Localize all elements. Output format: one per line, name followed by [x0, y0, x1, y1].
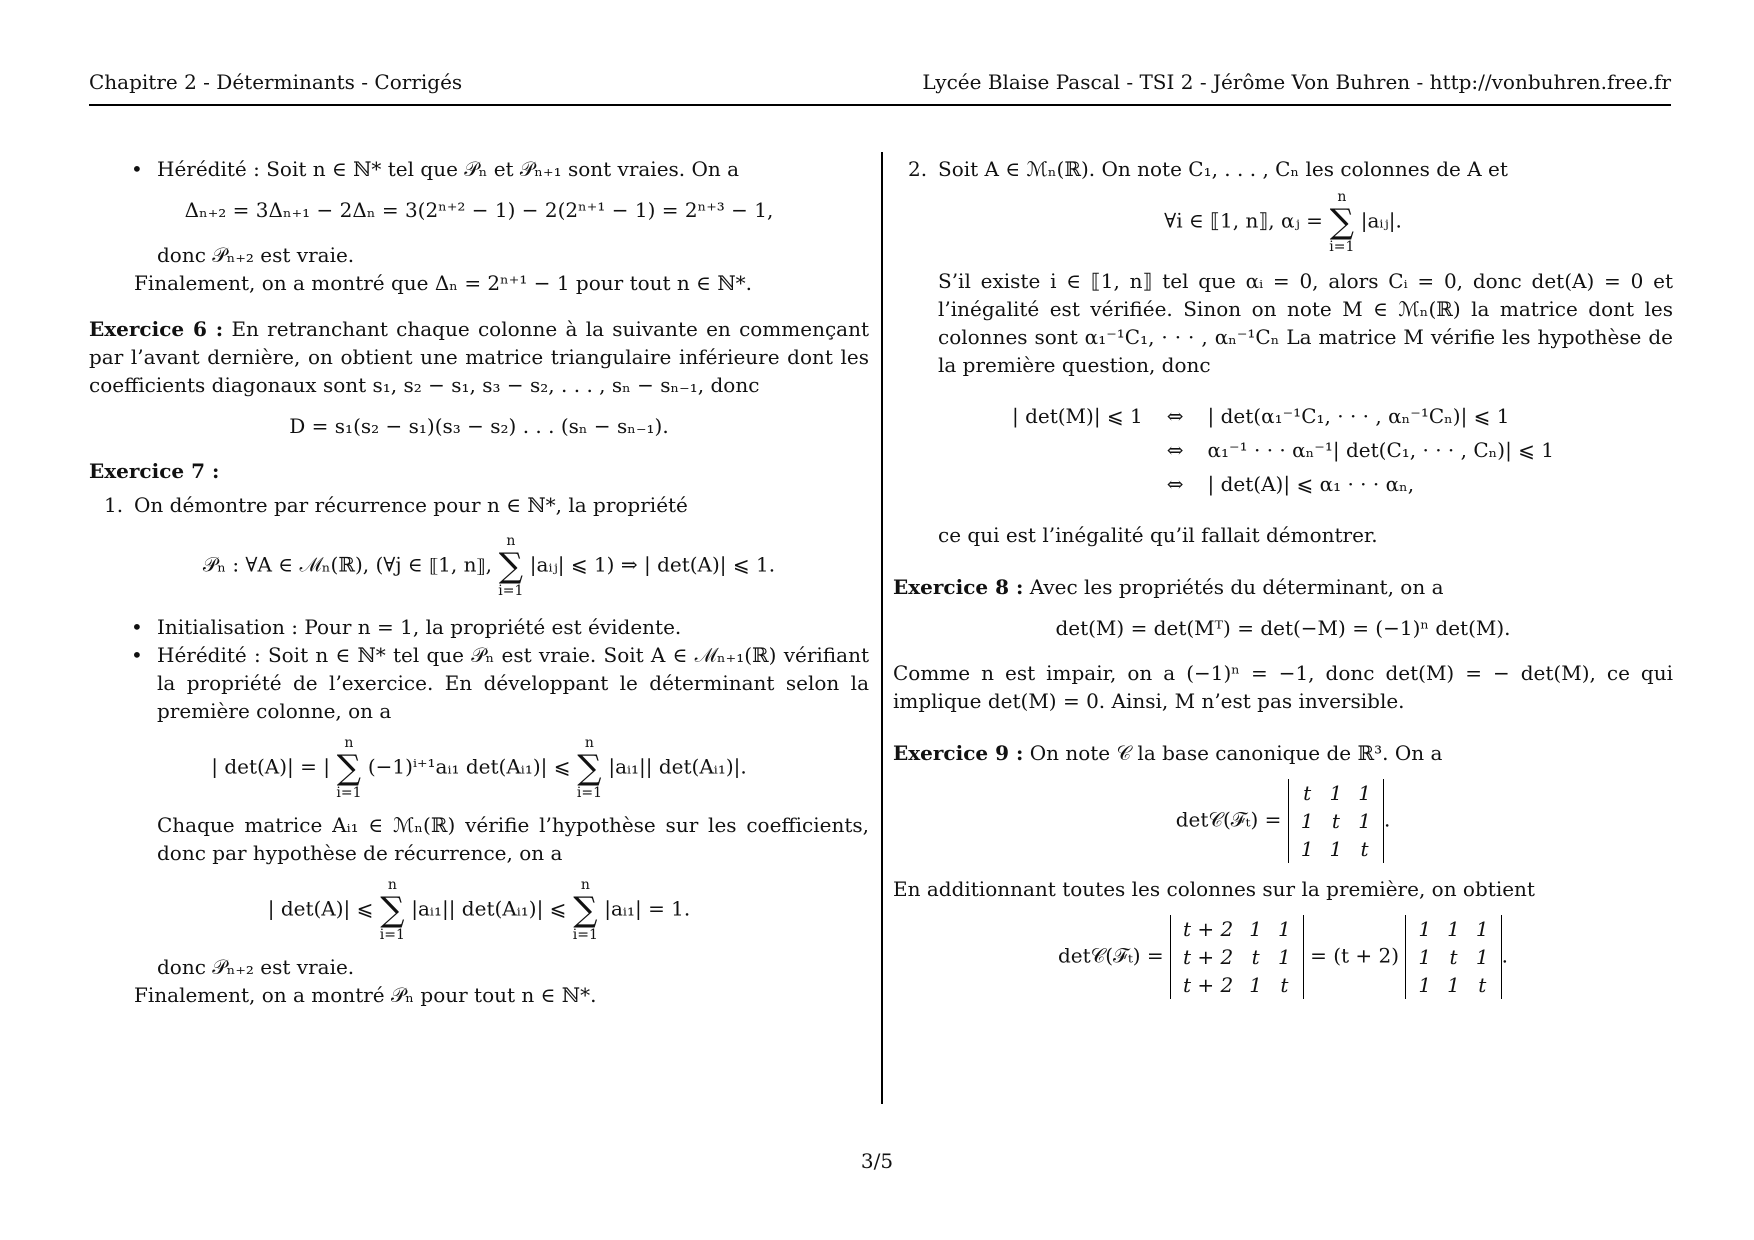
exercice-7-part-2	[893, 155, 1673, 183]
sum-symbol: n ∑ i=1	[1329, 189, 1355, 255]
sum-symbol: n ∑ i=1	[336, 735, 362, 801]
equation-alpha: ∀i ∈ ⟦1, n⟧, αⱼ = n ∑ i=1 |aᵢⱼ|.	[1164, 189, 1402, 255]
exercice-6-text: En retranchant chaque colonne à la suivante en commençant par l’avant dernière, on obtient une matrice triangulaire inférieure dont les coefficients diagonaux sont s₁, s₂ − s₁, s₃ − s₂, . . . , sₙ − sₙ₋₁, donc	[89, 317, 869, 397]
text-donc-2: donc 𝒫ₙ₊₂ est vraie.	[157, 955, 355, 979]
exercice-9-title: Exercice 9 :	[893, 741, 1024, 765]
property-right: ⇒ | det(A)| ⩽ 1.	[620, 552, 776, 577]
text-additionnant: En additionnant toutes les colonnes sur la première, on obtient	[893, 877, 1535, 901]
heredite-bullet-1: • Hérédité : Soit n ∈ ℕ* tel que 𝒫ₙ et 𝒫ₙ₊₁ sont vraies. On a	[89, 155, 869, 183]
text-finalement-2: Finalement, on a montré 𝒫ₙ pour tout n ∈ ℕ*.	[134, 983, 597, 1007]
equation-expansion: | det(A)| = | n ∑ i=1 (−1)ⁱ⁺¹aᵢ₁ det(Aᵢ₁)| ⩽ n ∑ i=1 |aᵢ₁|| det(Aᵢ₁)|.	[211, 735, 747, 801]
exercice-8-conclusion: Comme n est impair, on a (−1)ⁿ = −1, donc det(M) = − det(M), ce qui implique det(M) = 0. Ainsi, M n’est pas inversible.	[893, 661, 1673, 713]
item-number-2: 2.	[908, 157, 928, 181]
matrix-1: t 1 1 1 t 1 1 1 t	[1288, 779, 1384, 863]
exercice-8-text: Avec les propriétés du déterminant, on a	[1029, 575, 1444, 599]
exercice-8-equation: det(M) = det(Mᵀ) = det(−M) = (−1)ⁿ det(M).	[1055, 616, 1511, 640]
exercice-7-title: Exercice 7 :	[89, 459, 220, 483]
initialisation-bullet: • Initialisation : Pour n = 1, la propriété est évidente.	[89, 613, 869, 641]
exercice-9	[893, 739, 1673, 767]
sum-symbol: n ∑ i=1	[576, 735, 602, 801]
exercice-7-part-2-text: Soit A ∈ ℳₙ(ℝ). On note C₁, . . . , Cₙ les colonnes de A et	[938, 157, 1508, 181]
sum-symbol: n ∑ i=1	[379, 877, 405, 943]
column-divider	[881, 152, 883, 1104]
equation-delta: Δₙ₊₂ = 3Δₙ₊₁ − 2Δₙ = 3(2ⁿ⁺² − 1) − 2(2ⁿ⁺¹ − 1) = 2ⁿ⁺³ − 1,	[184, 198, 774, 222]
right-column	[893, 155, 1673, 999]
exercice-7-part-1-text: On démontre par récurrence pour n ∈ ℕ*, la propriété	[134, 493, 688, 517]
text-sil-existe: S’il existe i ∈ ⟦1, n⟧ tel que αᵢ = 0, alors Cᵢ = 0, donc det(A) = 0 et l’inégalité est vérifiée. Sinon on note M ∈ ℳₙ(ℝ) la matrice dont les colonnes sont α₁⁻¹C₁, · · · , αₙ⁻¹Cₙ La matrice M vérifie les hypothèse de la première question, donc	[938, 269, 1673, 377]
header-school: Lycée Blaise Pascal - TSI 2 - Jérôme Von Buhren - http://vonbuhren.free.fr	[922, 70, 1671, 94]
text-chaque-matrice: Chaque matrice Aᵢ₁ ∈ ℳₙ(ℝ) vérifie l’hypothèse sur les coefficients, donc par hypothèse de récurrence, on a	[157, 813, 869, 865]
exercice-6-title: Exercice 6 :	[89, 317, 224, 341]
exercice-6	[89, 315, 869, 399]
determinant-equation-2: det𝒞(ℱₜ) = t + 2 1 1 t + 2 t 1 t + 2 1 t = (t + 2) 1 1 1 1 t 1 1 1 t .	[1058, 917, 1508, 997]
sum-symbol: n ∑ i=1	[572, 877, 598, 943]
equivalence-chain: | det(M)| ⩽ 1 ⇔ | det(α₁⁻¹C₁, · · · , αₙ⁻¹Cₙ)| ⩽ 1 ⇔ α₁⁻¹ · · · αₙ⁻¹| det(C₁, · · · , Cₙ)| ⩽ 1 ⇔ | det(A)| ⩽ α₁ · · · αₙ,	[1011, 404, 1555, 496]
text-finalement-1: Finalement, on a montré que Δₙ = 2ⁿ⁺¹ − 1 pour tout n ∈ ℕ*.	[134, 271, 752, 295]
item-number-1: 1.	[104, 493, 124, 517]
determinant-equation-1: det𝒞(ℱₜ) = t 1 1 1 t 1 1 1 t .	[1175, 781, 1391, 861]
matrix-2: t + 2 1 1 t + 2 t 1 t + 2 1 t	[1170, 915, 1304, 999]
property-left: 𝒫ₙ : ∀A ∈ ℳₙ(ℝ), (∀j ∈ ⟦1, n⟧,	[202, 552, 492, 577]
property-sum-term: |aᵢⱼ| ⩽ 1)	[529, 552, 615, 577]
text-donc-1: donc 𝒫ₙ₊₂ est vraie.	[157, 243, 355, 267]
matrix-3: 1 1 1 1 t 1 1 1 t	[1405, 915, 1501, 999]
exercice-7-part-1	[89, 491, 869, 519]
exercice-8-title: Exercice 8 :	[893, 575, 1024, 599]
sum-symbol: n ∑ i=1	[498, 533, 524, 599]
page-number: 3/5	[860, 1149, 894, 1173]
heredite-bullet-2: • Hérédité : Soit n ∈ ℕ* tel que 𝒫ₙ est vraie. Soit A ∈ ℳₙ₊₁(ℝ) vérifiant la propriété de l’exercice. En développant le déterminant selon la première colonne, on a	[89, 641, 869, 725]
left-column	[89, 155, 869, 1009]
equation-bound: | det(A)| ⩽ n ∑ i=1 |aᵢ₁|| det(Aᵢ₁)| ⩽ n ∑ i=1 |aᵢ₁| = 1.	[267, 877, 691, 943]
property-equation	[89, 533, 869, 599]
header-chapter: Chapitre 2 - Déterminants - Corrigés	[89, 70, 463, 94]
exercice-6-equation: D = s₁(s₂ − s₁)(s₃ − s₂) . . . (sₙ − sₙ₋₁).	[289, 414, 669, 438]
exercice-8	[893, 573, 1673, 601]
page-header	[89, 70, 1671, 106]
exercice-9-text: On note 𝒞 la base canonique de ℝ³. On a	[1029, 741, 1443, 765]
text-ce-qui-est: ce qui est l’inégalité qu’il fallait démontrer.	[938, 523, 1378, 547]
